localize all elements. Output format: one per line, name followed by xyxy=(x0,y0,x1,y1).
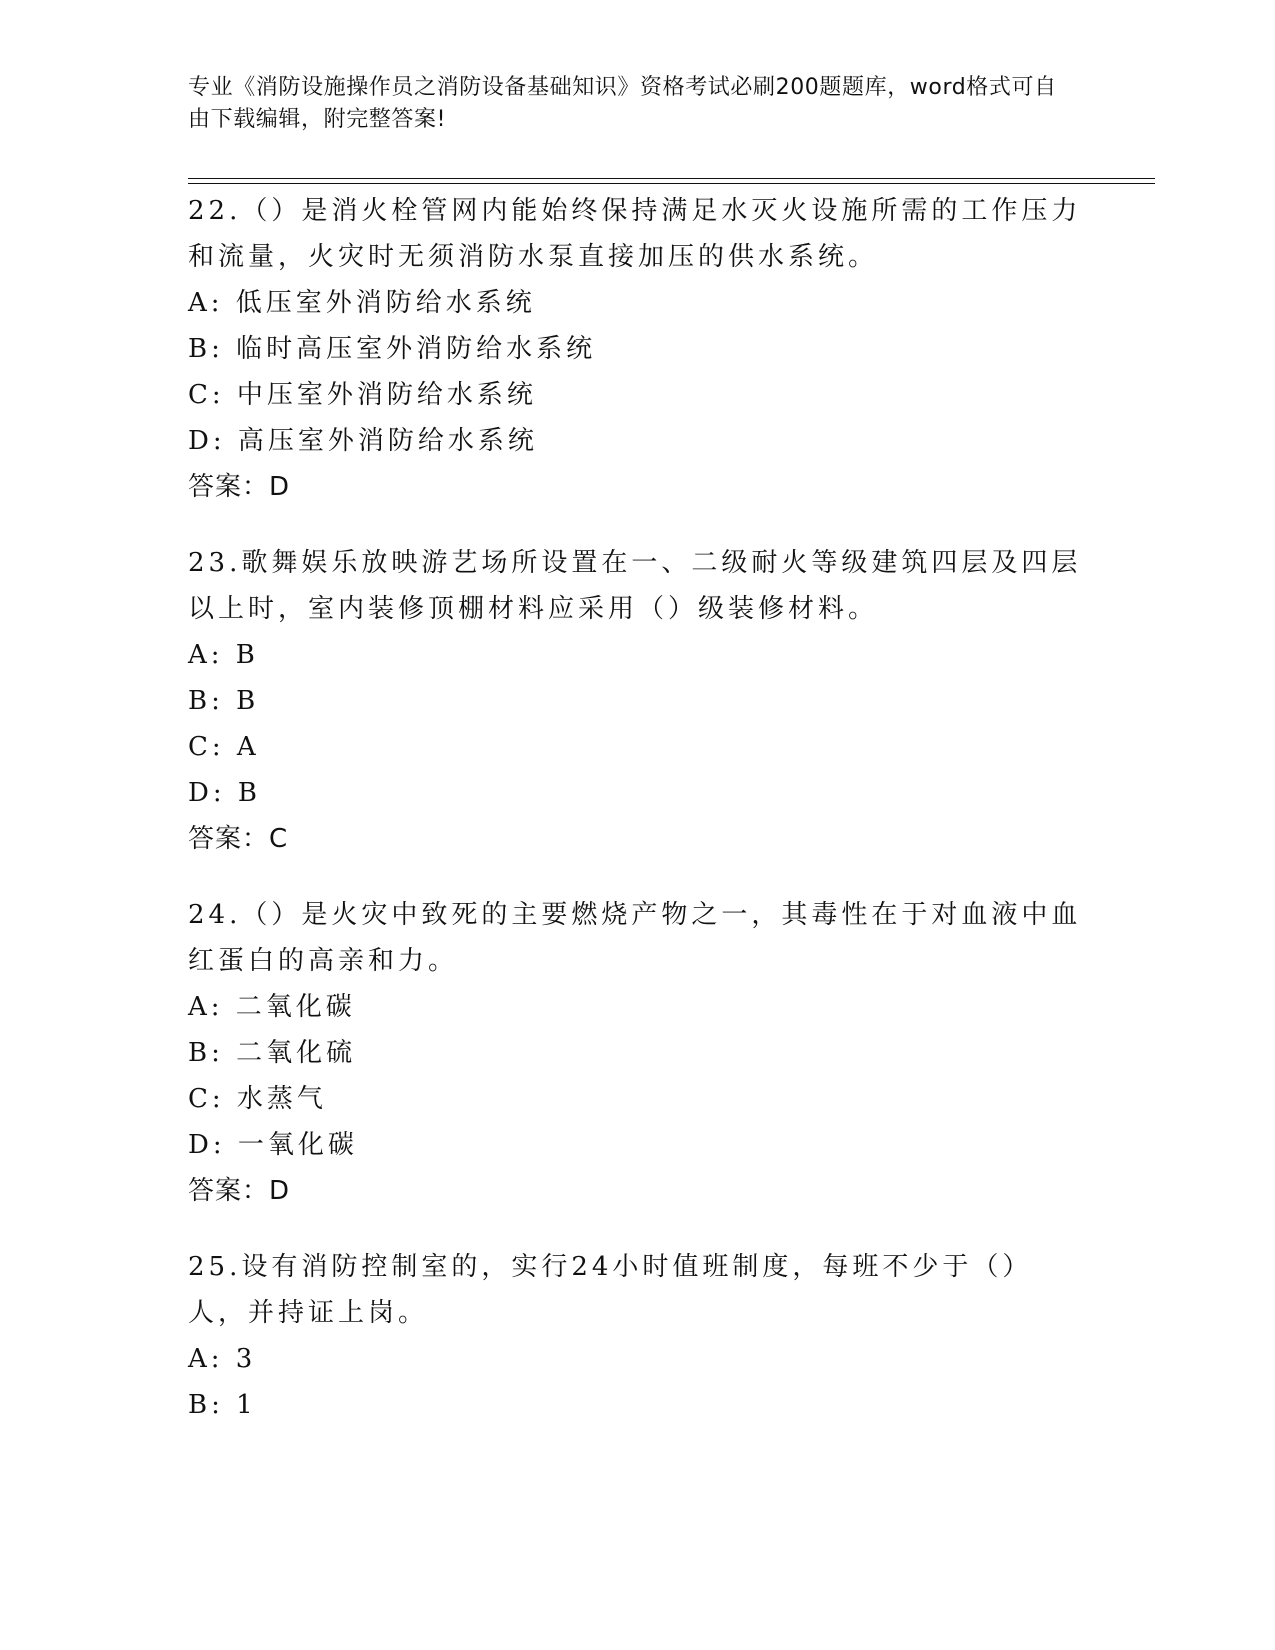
option-b: B: 二氧化硫 xyxy=(188,1038,357,1068)
option-c: C: 水蒸气 xyxy=(188,1084,327,1114)
option-b: B: B xyxy=(188,686,260,716)
question-stem: 25.设有消防控制室的，实行24小时值班制度，每班不少于（）人，并持证上岗。 xyxy=(188,1252,1033,1328)
option-c: C: 中压室外消防给水系统 xyxy=(188,380,537,410)
question-stem: 22.（）是消火栓管网内能始终保持满足水灭火设施所需的工作压力和流量，火灾时无须消防水泵直接加压的供水系统。 xyxy=(188,196,1082,272)
option-b: B: 临时高压室外消防给水系统 xyxy=(188,334,597,364)
option-d: D: 一氧化碳 xyxy=(188,1130,358,1160)
option-d: D: 高压室外消防给水系统 xyxy=(188,426,538,456)
question-24 xyxy=(188,892,1088,1214)
option-b: B: 1 xyxy=(188,1390,257,1420)
question-list xyxy=(188,188,1088,1428)
option-a: A: B xyxy=(188,640,259,670)
option-c: C: A xyxy=(188,732,260,762)
question-25 xyxy=(188,1244,1088,1428)
option-a: A: 3 xyxy=(188,1344,257,1374)
header-rule-top xyxy=(188,178,1155,179)
document-header: 专业《消防设施操作员之消防设备基础知识》资格考试必刷200题题库，word格式可自由下载编辑，附完整答案! xyxy=(188,75,1057,132)
question-22 xyxy=(188,188,1088,510)
option-a: A: 低压室外消防给水系统 xyxy=(188,288,536,318)
question-stem: 23.歌舞娱乐放映游艺场所设置在一、二级耐火等级建筑四层及四层以上时，室内装修顶棚材料应采用（）级装修材料。 xyxy=(188,548,1082,624)
question-stem: 24.（）是火灾中致死的主要燃烧产物之一，其毒性在于对血液中血红蛋白的高亲和力。 xyxy=(188,900,1082,976)
option-d: D: B xyxy=(188,778,261,808)
header-rule-bottom xyxy=(188,183,1155,184)
option-a: A: 二氧化碳 xyxy=(188,992,356,1022)
answer-label: 答案：D xyxy=(188,1176,291,1206)
question-23 xyxy=(188,540,1088,862)
answer-label: 答案：D xyxy=(188,472,291,502)
answer-label: 答案：C xyxy=(188,824,289,854)
